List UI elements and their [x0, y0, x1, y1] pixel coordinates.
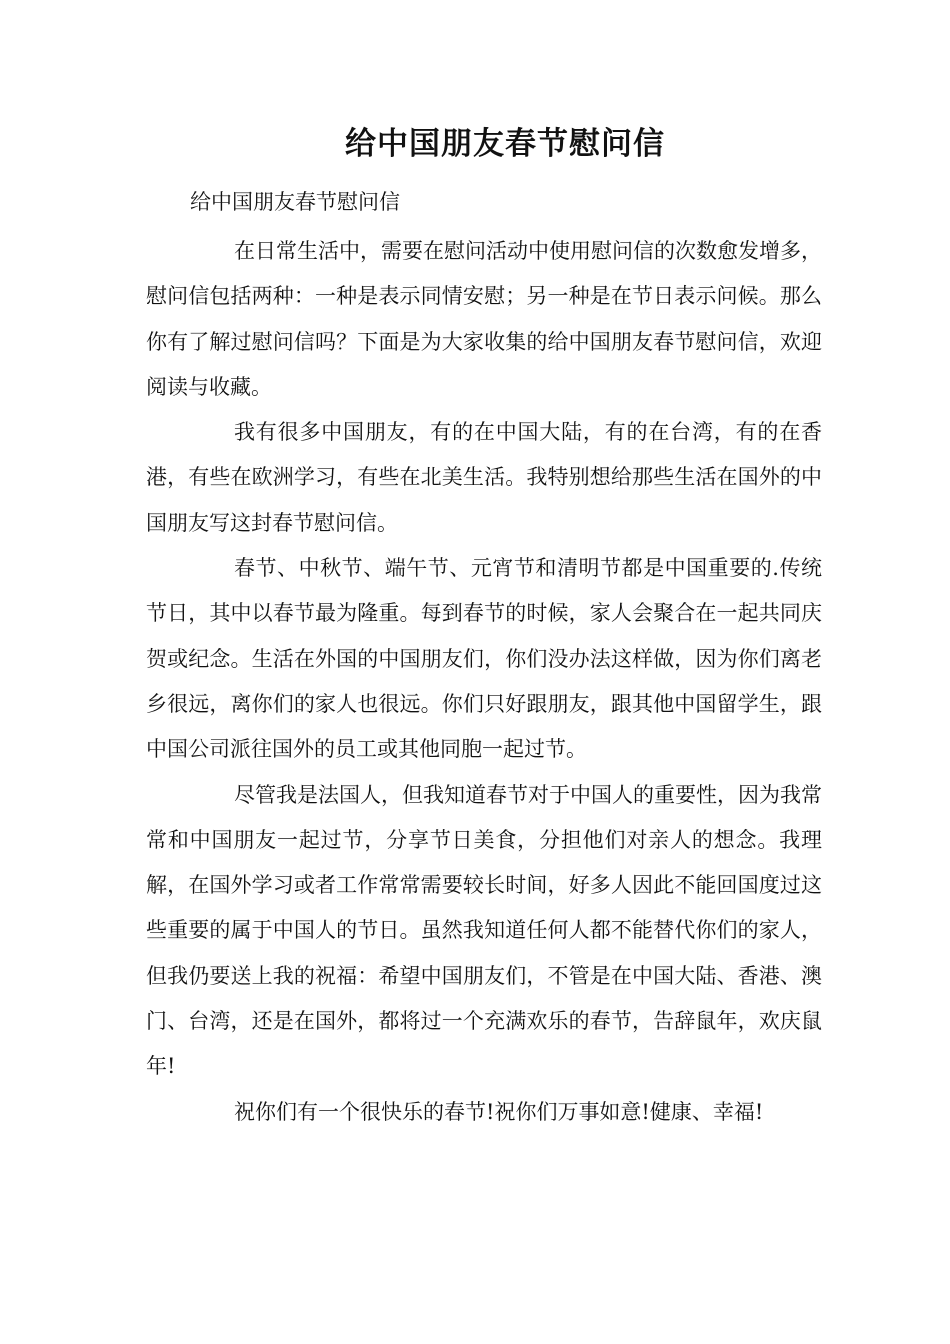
- paragraph-friends: 我有很多中国朋友，有的在中国大陆，有的在台湾，有的在香港，有些在欧洲学习，有些在北美生活。我特别想给那些生活在国外的中国朋友写这封春节慰问信。: [146, 420, 822, 535]
- document-subtitle: 给中国朋友春节慰问信: [190, 190, 400, 214]
- document-title: 给中国朋友春节慰问信: [345, 126, 665, 162]
- paragraph-festivals: 春节、中秋节、端午节、元宵节和清明节都是中国重要的.传统节日，其中以春节最为隆重。每到春节的时候，家人会聚合在一起共同庆贺或纪念。生活在外国的中国朋友们，你们没办法这样做，因为你们离老乡很远，离你们的家人也很远。你们只好跟朋友，跟其他中国留学生，跟中国公司派往国外的员工或其他同胞一起过节。: [146, 556, 822, 762]
- paragraph-intro: 在日常生活中，需要在慰问活动中使用慰问信的次数愈发增多，慰问信包括两种：一种是表示同情安慰；另一种是在节日表示问候。那么你有了解过慰问信吗？下面是为大家收集的给中国朋友春节慰问信，欢迎阅读与收藏。: [146, 239, 822, 399]
- document-body: [146, 229, 822, 1135]
- paragraph-wishes: 尽管我是法国人，但我知道春节对于中国人的重要性，因为我常常和中国朋友一起过节，分享节日美食，分担他们对亲人的想念。我理解，在国外学习或者工作常常需要较长时间，好多人因此不能回国度过这些重要的属于中国人的节日。虽然我知道任何人都不能替代你们的家人，但我仍要送上我的祝福：希望中国朋友们，不管是在中国大陆、香港、澳门、台湾，还是在国外，都将过一个充满欢乐的春节，告辞鼠年，欢庆鼠年!: [146, 782, 822, 1079]
- paragraph-closing: 祝你们有一个很快乐的春节!祝你们万事如意!健康、幸福!: [234, 1099, 764, 1124]
